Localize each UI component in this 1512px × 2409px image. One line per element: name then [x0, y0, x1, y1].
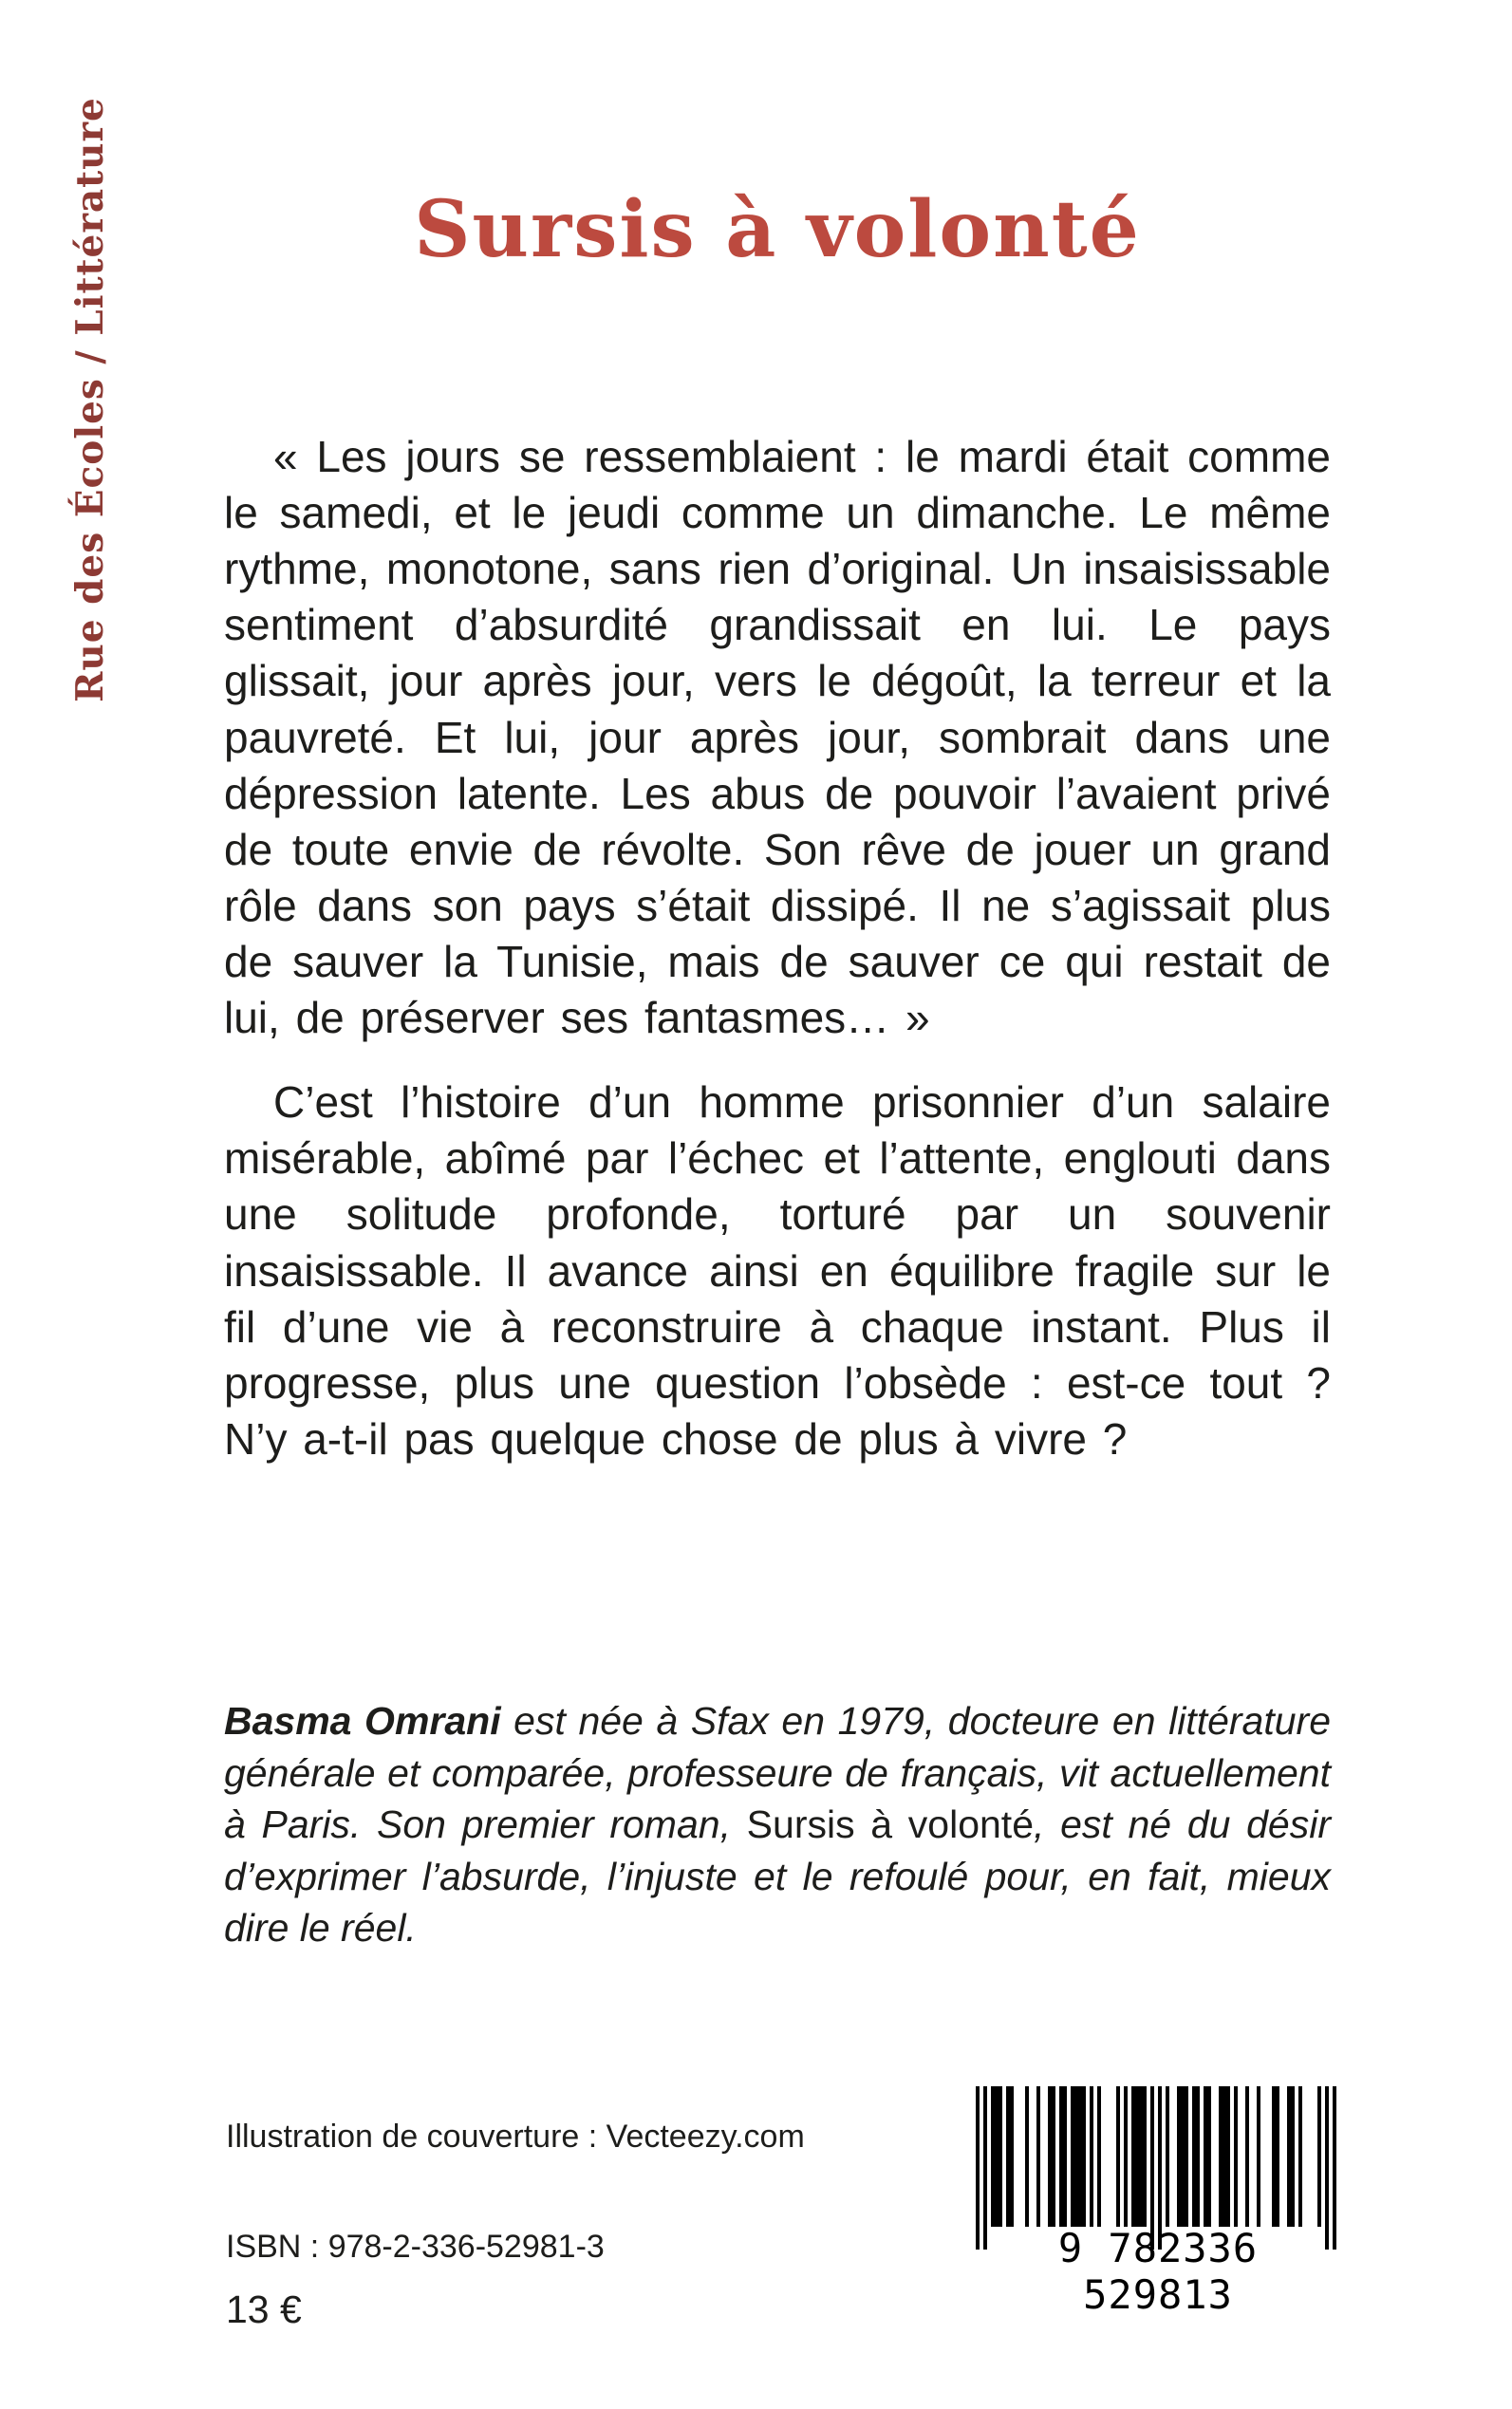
excerpt-paragraph-1: « Les jours se ressemblaient : le mardi était comme le samedi, et le jeudi comme un dimanche. Le même rythme, monotone, sans rien d’original. Un insaisissable sentiment d’absurdité grandissait en lui. Le pays glissait, jour après jour, vers le dégoût, la terreur et la pauvreté. Et lui, jour après jour, sombrait dans une dépression latente. Les abus de pouvoir l’avaient privé de toute envie de révolte. Son rêve de jouer un grand rôle dans son pays s’était dissipé. Il ne s’agissait plus de sauver la Tunisie, mais de sauver ce qui restait de lui, de préserver ses fantasmes… » [224, 432, 1331, 1043]
price-label: 13 € [226, 2288, 302, 2331]
collection-spine-label: Rue des Écoles / Littérature [68, 97, 112, 702]
author-bio-text-1: est née à Sfax en 1979, docteure en littérature générale et comparée, professeure de français, vit actuellement à Paris. Son premier roman, [224, 1699, 1332, 1847]
back-cover-text [224, 429, 1331, 1467]
cover-illustration-credit: Illustration de couverture : Vecteezy.com [226, 2119, 805, 2155]
excerpt-paragraph-2: C’est l’histoire d’un homme prisonnier d’un salaire misérable, abîmé par l’échec et l’attente, englouti dans une solitude profonde, torturé par un souvenir insaisissable. Il avance ainsi en équilibre fragile sur le fil d’une vie à reconstruire à chaque instant. Plus il progresse, plus une question l’obsède : est-ce tout ? N’y a-t-il pas quelque chose de plus à vivre ? [224, 1077, 1331, 1464]
isbn-label: ISBN : 978-2-336-52981-3 [226, 2229, 605, 2265]
barcode [976, 2086, 1340, 2318]
author-name: Basma Omrani [224, 1699, 501, 1743]
author-bio [224, 1695, 1331, 1954]
book-title-mention: Sursis à volonté [746, 1802, 1035, 1847]
barcode-digits: 9 782336 529813 [1057, 2225, 1259, 2318]
book-title: Sursis à volonté [414, 183, 1141, 275]
author-bio-text-2: , est né du désir d’exprimer l’absurde, l’injuste et le refoulé pour, en fait, mieux dire le réel. [224, 1802, 1331, 1951]
